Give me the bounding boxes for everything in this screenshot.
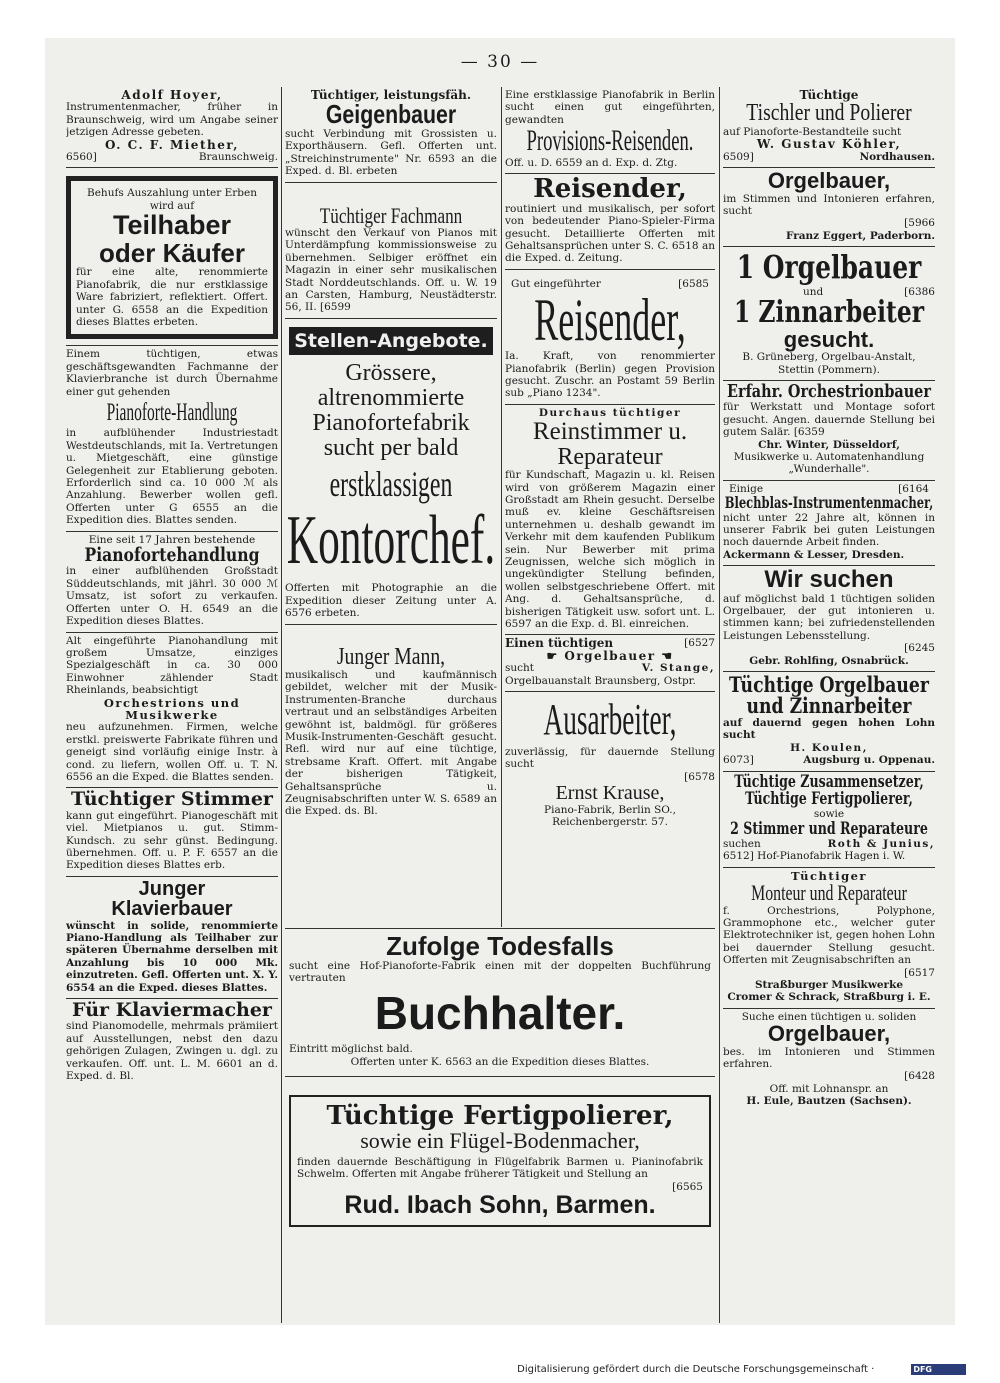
ad-headline-2: Reparateur	[557, 443, 663, 470]
ad-headline-2: sowie ein Flügel-Bodenmacher,	[360, 1127, 640, 1153]
ad-text: in einer aufblühenden Großstadt Süddeutschlands, mit jährl. 30 000 ℳ Umsatz, ist sofort zu verkaufen. Offerten unter O. H. 6549 an die Expedition dieses Blattes.	[66, 565, 278, 628]
ad-text: musikalisch und kaufmännisch gebildet, welcher mit der Musik-Instrumenten-Branche durchaus vertraut und an selbständiges Arbeiten gewöhnt ist, baldmögl. für größeres Musik-Instrumenten-Geschäft gesucht. Refl. wird nur auf eine tüchtige, strebsame Kraft. Offert. mit Angabe der bisherigen Tätigkeit, Gehaltsansprüche u. Zeugnisabschriften unter W. S. 6589 an die Exped. ds. Bl.	[285, 668, 497, 818]
ad-number: [6565	[672, 1180, 703, 1193]
ad-number: [6386	[904, 285, 935, 298]
ad-headline	[505, 650, 715, 662]
ad-headline: Junger	[138, 877, 206, 900]
digitization-footer	[0, 1364, 1000, 1375]
column-2	[285, 87, 497, 927]
ad-number: [6585	[678, 277, 709, 290]
ad-headline-2: oder Käufer	[99, 237, 245, 268]
ad-signature: Rud. Ibach Sohn, Barmen.	[344, 1191, 656, 1220]
ad-text: Instrumentenmacher, früher in Braunschweig, wird um Angabe seiner jetzigen Adresse gebeten.	[66, 101, 278, 139]
ad-pretitle: Durchaus tüchtiger	[538, 406, 682, 419]
ad-reisender-2	[505, 270, 715, 405]
ad-sucht: sucht	[505, 662, 535, 675]
ad-number: 6509]	[723, 150, 754, 163]
ad-text: für eine alte, renommierte Pianofabrik, die nur erstklassige Ware fabriziert, reflektiert. Offert. unter G. 6558 an die Expedition dieses Blattes erbeten.	[76, 266, 268, 328]
ad-text: wünscht den Verkauf von Pianos mit Unterdämpfung kommissionsweise zu übernehmen. Selbiger eröffnet ein Magazin in einer sehr musikalischen Stadt Norddeutschlands. Off. u. W. 19 an Carsten, Hamburg, Neustädterstr. 56, II. [6599	[285, 226, 497, 314]
ad-headline: Wir suchen	[764, 566, 894, 594]
ad-headline-3: Kontorchef.	[286, 502, 496, 580]
ad-text: sind Pianomodelle, mehrmals prämiiert auf Ausstellungen, nebst den dazu gehörigen Zulagen, Zwingen u. dgl. zu verkaufen. Off. unt. L. M. 6601 an d. Exped. d. Bl.	[66, 1020, 278, 1083]
ad-text: in aufblühender Industriestadt Westdeutschlands, mit Ia. Vertretungen u. Mietgeschäft, eine günstige Gelegenheit zur Etablierung geboten. Erforderlich sind ca. 10 000 ℳ als Anzahlung. Bewerber wollen gefl. Offerten unter G 6555 an die Expedition dies. Blattes senden.	[66, 427, 278, 527]
ad-place: Augsburg u. Oppenau.	[803, 754, 935, 767]
ad-signature: H. Koulen,	[790, 741, 868, 754]
column-1	[66, 87, 278, 1323]
ad-headline: Grössere, altrenommierte Pianofortefabrik sucht per bald	[312, 359, 470, 462]
ad-headline-2: 1 Zinnarbeiter	[733, 295, 925, 331]
ad-place: Orgelbauanstalt Braunsberg, Ostpr.	[505, 674, 696, 687]
ad-text: wünscht in solide, renommierte Piano-Handlung als Teilhaber zur späteren Übernahme derselben mit Anzahlung bis 10 000 Mk. einzutreten. Gefl. Offerten unt. X. Y. 6554 an die Exped. dieses Blattes.	[66, 919, 278, 994]
ad-klaviermacher	[66, 999, 278, 1086]
ad-eule	[723, 1009, 935, 1112]
ad-number: [6245	[904, 642, 935, 655]
ad-headline: Geigenbauer	[325, 99, 457, 130]
ad-provisions-reisenden	[505, 87, 715, 174]
ad-intro: Alt eingeführte Pianohandlung mit großem Umsatze, einziges Spezialgeschäft in ca. 30 000 Einwohner zählender Stadt Rheinlands, beabsichtigt	[66, 634, 278, 697]
ad-headline: Tüchtige Zusammensetzer,	[734, 771, 924, 792]
ad-und: und	[803, 285, 824, 298]
column-rule	[501, 87, 502, 927]
ad-signature-2: Cromer & Schrack, Straßburg i. E.	[727, 991, 931, 1004]
ad-tail: Off. u. D. 6559 an d. Exp. d. Ztg.	[505, 156, 678, 169]
pointing-hand-icon: ☚	[655, 648, 674, 663]
ad-signature: Roth & Junius,	[827, 837, 935, 850]
ad-headline: Pianoforte-Handlung	[106, 398, 238, 426]
ad-headline: Tischler und Polierer	[746, 100, 912, 127]
ad-text: Eine erstklassige Pianofabrik in Berlin sucht einen gut eingeführten, gewandten	[505, 89, 715, 126]
ad-number: [6527	[684, 637, 715, 650]
ad-text: B. Grüneberg, Orgelbau-Anstalt, Stettin (Pommern).	[742, 351, 916, 376]
ad-text: suchen	[723, 837, 761, 850]
ad-headline: Reisender,	[533, 174, 687, 205]
ad-ausarbeiter	[505, 692, 715, 832]
ad-place: Braunschweig.	[198, 151, 278, 164]
ad-headline: Tüchtige Fertigpolierer,	[326, 1101, 674, 1132]
wide-ads	[285, 928, 715, 1323]
ad-headline: Teilhaber	[112, 210, 232, 241]
ad-pianoforte-handlung	[66, 346, 278, 531]
ad-headline: Reinstimmer u.	[532, 418, 688, 446]
ad-headline: Provisions-Reisenden.	[526, 124, 694, 158]
ad-tail-2: Offerten unter K. 6563 an die Expedition dieses Blattes.	[350, 1055, 650, 1068]
ad-headline-3: gesucht.	[783, 326, 875, 352]
ad-text: auf dauernd gegen hohen Lohn sucht	[723, 716, 935, 742]
ad-number: [6428	[904, 1070, 935, 1083]
ad-signature: Ernst Krause,	[555, 782, 665, 805]
ad-headline: Orchestrions und Musikwerke	[103, 695, 241, 722]
ad-headline: Tüchtiger Fachmann	[319, 202, 463, 228]
ad-orgelbauer-eggert	[723, 168, 935, 247]
ad-text: auf möglichst bald 1 tüchtigen soliden Orgelbauer, der gut intonieren u. stimmen kann; bei zufriedenstellenden Leistungen Lebensstellung.	[723, 592, 935, 642]
ad-place: Nordhausen.	[859, 150, 935, 163]
ad-klavierbauer	[66, 877, 278, 999]
ad-reinstimmer	[505, 405, 715, 636]
ad-headline-3: 2 Stimmer und Reparateure	[730, 818, 928, 839]
ad-text: finden dauernde Beschäftigung in Flügelfabrik Barmen u. Pianinofabrik Schwelm. Offerten mit Angabe früherer Tätigkeit und Stellung an	[297, 1156, 703, 1181]
ad-hoyer	[66, 87, 278, 168]
ad-text: auf Pianoforte-Bestandteile sucht	[723, 125, 902, 138]
ad-text: kann gut eingeführt. Pianogeschäft mit viel. Mietpianos u. gut. Stimm-Kundsch. zu sehr günst. Bedingung. übernehmen. Off. u. P. F. 6557 an die Expedition dieses Blattes erb.	[66, 809, 278, 872]
section-banner: Stellen-Angebote.	[289, 327, 493, 355]
ad-frame	[66, 176, 278, 339]
ad-number: [6517	[904, 966, 935, 979]
ad-orgelbauer-stange	[505, 635, 715, 692]
ad-teilhaber	[66, 168, 278, 346]
dfg-logo: DFG	[911, 1364, 966, 1375]
ad-signature: Gebr. Rohlfing, Osnabrück.	[749, 654, 909, 667]
ad-blechblas	[723, 481, 935, 566]
ad-headline: Tüchtiger Stimmer	[71, 788, 273, 811]
ad-text: f. Orchestrions, Polyphone, Grammophone etc., welcher guter Elektrotechniker ist, gegen hohen Lohn bei dauernder Stellung gesucht. Offerten mit Zeugnisabschriften an	[723, 904, 935, 967]
ad-signature: Franz Eggert, Paderborn.	[785, 229, 935, 242]
ad-headline: Monteur und Reparateur	[751, 880, 907, 906]
ad-stimmer	[66, 788, 278, 876]
ad-intro: Behufs Auszahlung unter Erben wird auf	[87, 187, 257, 212]
ad-signature: Ackermann & Lesser, Dresden.	[723, 548, 905, 561]
ad-headline: Orgelbauer,	[767, 168, 891, 194]
ad-headline: Erfahr. Orchestrionbauer	[727, 381, 931, 403]
ad-headline: Junger Mann,	[336, 643, 446, 670]
ad-headline-2: Tüchtige Fertigpolierer,	[745, 788, 913, 809]
ad-text: sucht eine Hof-Pianoforte-Fabrik einen mit der doppelten Buchführung vertrauten	[289, 959, 711, 984]
ad-pianofortehandlung	[66, 532, 278, 633]
ad-tischler	[723, 87, 935, 168]
ad-headline: Zufolge Todesfalls	[386, 931, 614, 961]
ad-headline-2: Buchhalter.	[374, 987, 626, 1040]
ad-pretitle: Tüchtiger, leistungsfäh.	[310, 88, 472, 102]
ad-intro: Gut eingeführter	[511, 277, 601, 290]
ad-number: [6578	[684, 770, 715, 783]
ad-text: Suche einen tüchtigen u. soliden	[741, 1010, 917, 1023]
ad-headline-2: erstklassigen	[329, 463, 453, 504]
ad-signature: V. Stange,	[641, 662, 715, 675]
ad-monteur	[723, 868, 935, 1009]
ad-ibach-wrapper	[285, 1077, 715, 1227]
ad-headline: 1 Orgelbauer	[736, 248, 922, 287]
ad-mid: sowie	[813, 808, 845, 821]
ad-place: Musikwerke u. Automatenhandlung „Wunderhalle".	[733, 451, 925, 476]
ad-number: [6164	[898, 482, 929, 495]
ad-headline-2: und Zinnarbeiter	[746, 693, 912, 719]
ad-fachmann	[285, 183, 497, 319]
column-4	[723, 87, 935, 1323]
ad-headline: Tüchtige Orgelbauer	[729, 672, 929, 698]
ad-signature: W. Gustav Köhler,	[756, 137, 902, 152]
footer-text: Digitalisierung gefördert durch die Deutsche Forschungsgemeinschaft ·	[517, 1364, 875, 1375]
ad-grueneberg	[723, 247, 935, 381]
ad-text: zuverlässig, für dauernde Stellung sucht	[505, 746, 715, 771]
ad-number: 6073]	[723, 754, 754, 767]
ad-text: für Werkstatt und Montage sofort gesucht. Angen. dauernde Stellung bei gutem Salär. [6359	[723, 401, 935, 439]
ad-place: Piano-Fabrik, Berlin SO.,	[544, 803, 676, 816]
ad-ibach	[289, 1095, 711, 1227]
column-rule	[719, 87, 720, 1323]
ad-tail: Off. mit Lohnanspr. an	[769, 1082, 889, 1095]
ad-place: 6512] Hof-Pianofabrik Hagen i. W.	[723, 850, 906, 863]
ad-headline: Orgelbauer,	[767, 1021, 891, 1047]
ad-signature: Chr. Winter, Düsseldorf,	[758, 438, 900, 451]
ad-kontorchef	[285, 319, 497, 625]
ad-headline: Ausarbeiter,	[543, 695, 677, 745]
ad-buchhalter	[285, 928, 715, 1077]
ad-signature: Straßburger Musikwerke	[754, 979, 904, 991]
ad-headline: Blechblas-Instrumentenmacher,	[724, 493, 934, 513]
ad-headline: Reisender,	[534, 287, 686, 354]
ad-text: im Stimmen und Intonieren erfahren, sucht	[723, 192, 935, 217]
ad-text: sucht Verbindung mit Grossisten u. Exporthäusern. Gefl. Offerten unt. „Streichinstrumente" Nr. 6593 an die Exped. d. Bl. erbeten	[285, 127, 497, 178]
ad-name: Adolf Hoyer,	[121, 88, 223, 102]
ad-koulen	[723, 672, 935, 771]
ad-orchestrions	[66, 633, 278, 789]
ad-text: Offerten mit Photographie an die Expedition dieser Zeitung unter A. 6576 erbeten.	[285, 582, 497, 620]
ad-signature: H. Eule, Bautzen (Sachsen).	[746, 1095, 912, 1108]
ad-headline-text: Orgelbauer	[564, 648, 656, 663]
column-rule	[281, 87, 282, 1323]
ad-pretitle: Tüchtiger	[791, 868, 867, 883]
newspaper-page	[45, 38, 955, 1325]
ad-reisender-1	[505, 174, 715, 270]
ad-orchestrionbauer	[723, 381, 935, 481]
ad-junger-mann	[285, 625, 497, 822]
ad-number: 6560]	[66, 151, 97, 164]
ad-pretitle: Einen tüchtigen	[505, 636, 614, 651]
ad-headline: Pianofortehandlung	[84, 544, 260, 567]
ad-intro: Einem tüchtigen, etwas geschäftsgewandten Fachmanne der Klavierbranche ist durch Übernahme einer gut gehenden	[66, 348, 278, 398]
ad-place-2: Reichenbergerstr. 57.	[552, 816, 668, 829]
ad-number: [5966	[904, 217, 935, 230]
ad-intro: Eine seit 17 Jahren bestehende	[88, 533, 256, 546]
ad-wir-suchen	[723, 566, 935, 672]
ad-text: Ia. Kraft, von renommierter Pianofabrik (Berlin) gegen Provision gesucht. Zuschr. an Postamt 59 Berlin sub „Piano 1234".	[505, 350, 715, 400]
ad-text: nicht unter 22 Jahre alt, können in unserer Fabrik bei guten Leistungen noch dauernde Arbeit finden.	[723, 511, 935, 549]
ad-headline-2: Klavierbauer	[111, 898, 233, 921]
ad-tail: Eintritt möglichst bald.	[289, 1043, 413, 1056]
ad-body: bes. im Intonieren und Stimmen erfahren.	[723, 1045, 935, 1071]
pointing-hand-icon: ☛	[546, 648, 565, 663]
ad-signature: O. C. F. Miether,	[105, 137, 239, 152]
ad-headline: Für Klaviermacher	[72, 999, 272, 1022]
ad-text: neu aufzunehmen. Firmen, welche erstkl. preiswerte Fabrikate führen und geneigt sind vorläufig einige Instr. à cond. zu liefern, wollen Off. u. T. N. 6556 an die Exped. die Blattes senden.	[66, 721, 278, 783]
ad-roth-junius	[723, 772, 935, 868]
ad-pretitle: Tüchtige	[799, 88, 859, 102]
page-number: — 30 —	[460, 52, 540, 72]
ad-pretitle: Einige	[729, 482, 764, 495]
ad-text: routiniert und musikalisch, per sofort von bedeutender Piano-Spieler-Firma gesucht. Detaillierte Offerten mit Gehaltsansprüchen unter S. C. 6518 an die Exped. d. Zeitung.	[505, 202, 715, 265]
ad-text: für Kundschaft, Magazin u. kl. Reisen wird von größerem Magazin einer Großstadt am Rhein gesucht. Derselbe muß ev. kleine Geschäftsreisen unternehmen u. deshalb gewandt im Verkehr mit dem kaufenden Publikum sein. Nur Bewerber mit prima Zeugnissen, welche sich möglich in ungekündigter Stellung befinden, wollen selbstgeschriebene Offert. mit Ang. d. Gehaltsansprüche, d. bisherigen Tätigkeit usw. sofort unt. L. 6597 an die Exp. d. Bl. einreichen.	[505, 469, 715, 631]
ad-geigenbauer	[285, 87, 497, 183]
column-3	[505, 87, 715, 927]
